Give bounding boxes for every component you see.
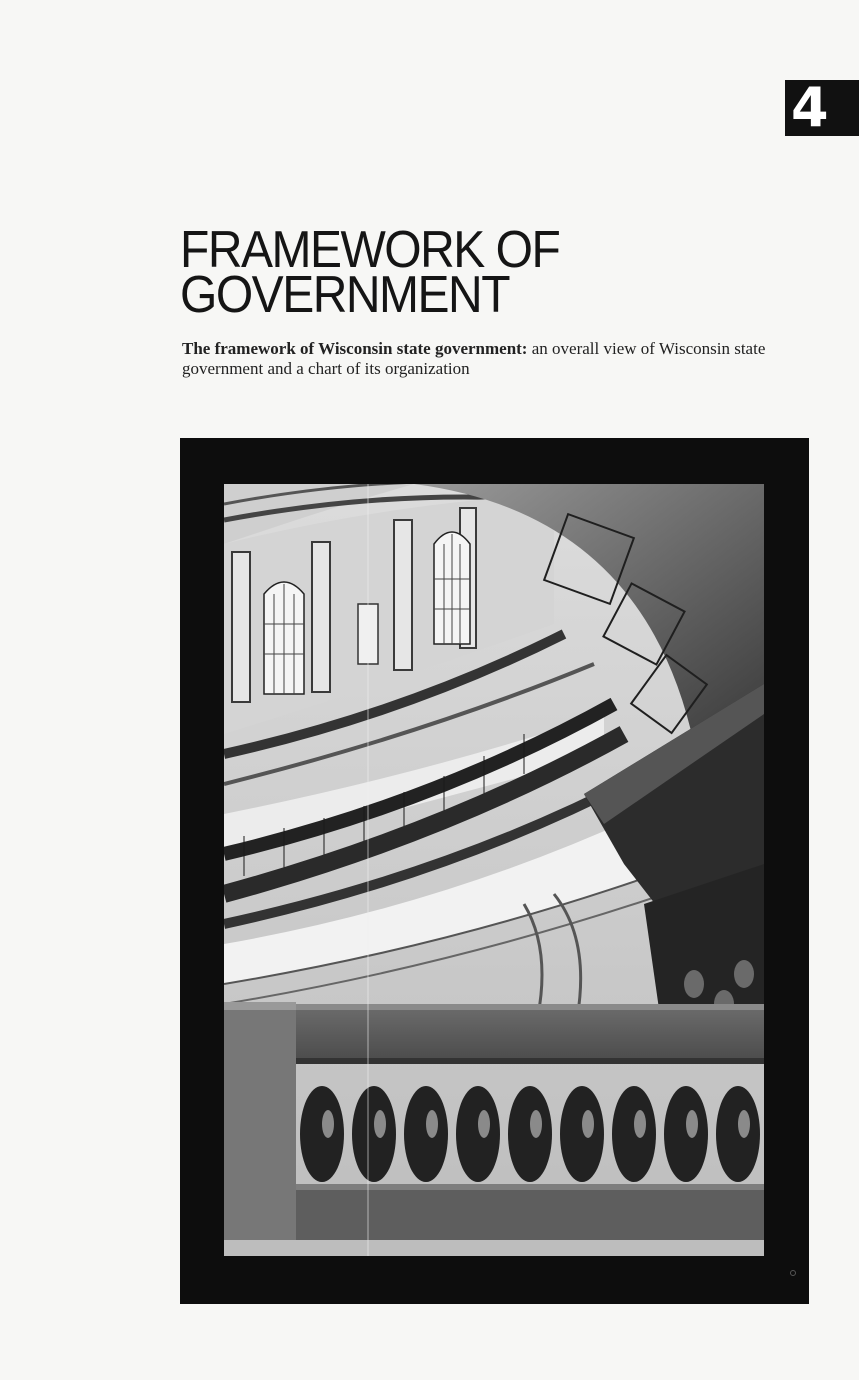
page-title (180, 221, 560, 325)
title-line-2: GOVERNMENT (180, 266, 510, 325)
capitol-dome-photo (224, 484, 764, 1256)
page-mark (790, 1270, 796, 1276)
chapter-number-badge (785, 80, 859, 136)
chapter-description (182, 339, 812, 379)
title-line-1: FRAMEWORK OF (180, 221, 560, 279)
capitol-photo-frame (180, 438, 809, 1304)
description-lead: The framework of Wisconsin state government: (182, 339, 528, 358)
description-text: an overall view of Wisconsin state government and a chart of its organization (182, 339, 766, 378)
chapter-number: 4 (791, 80, 829, 136)
